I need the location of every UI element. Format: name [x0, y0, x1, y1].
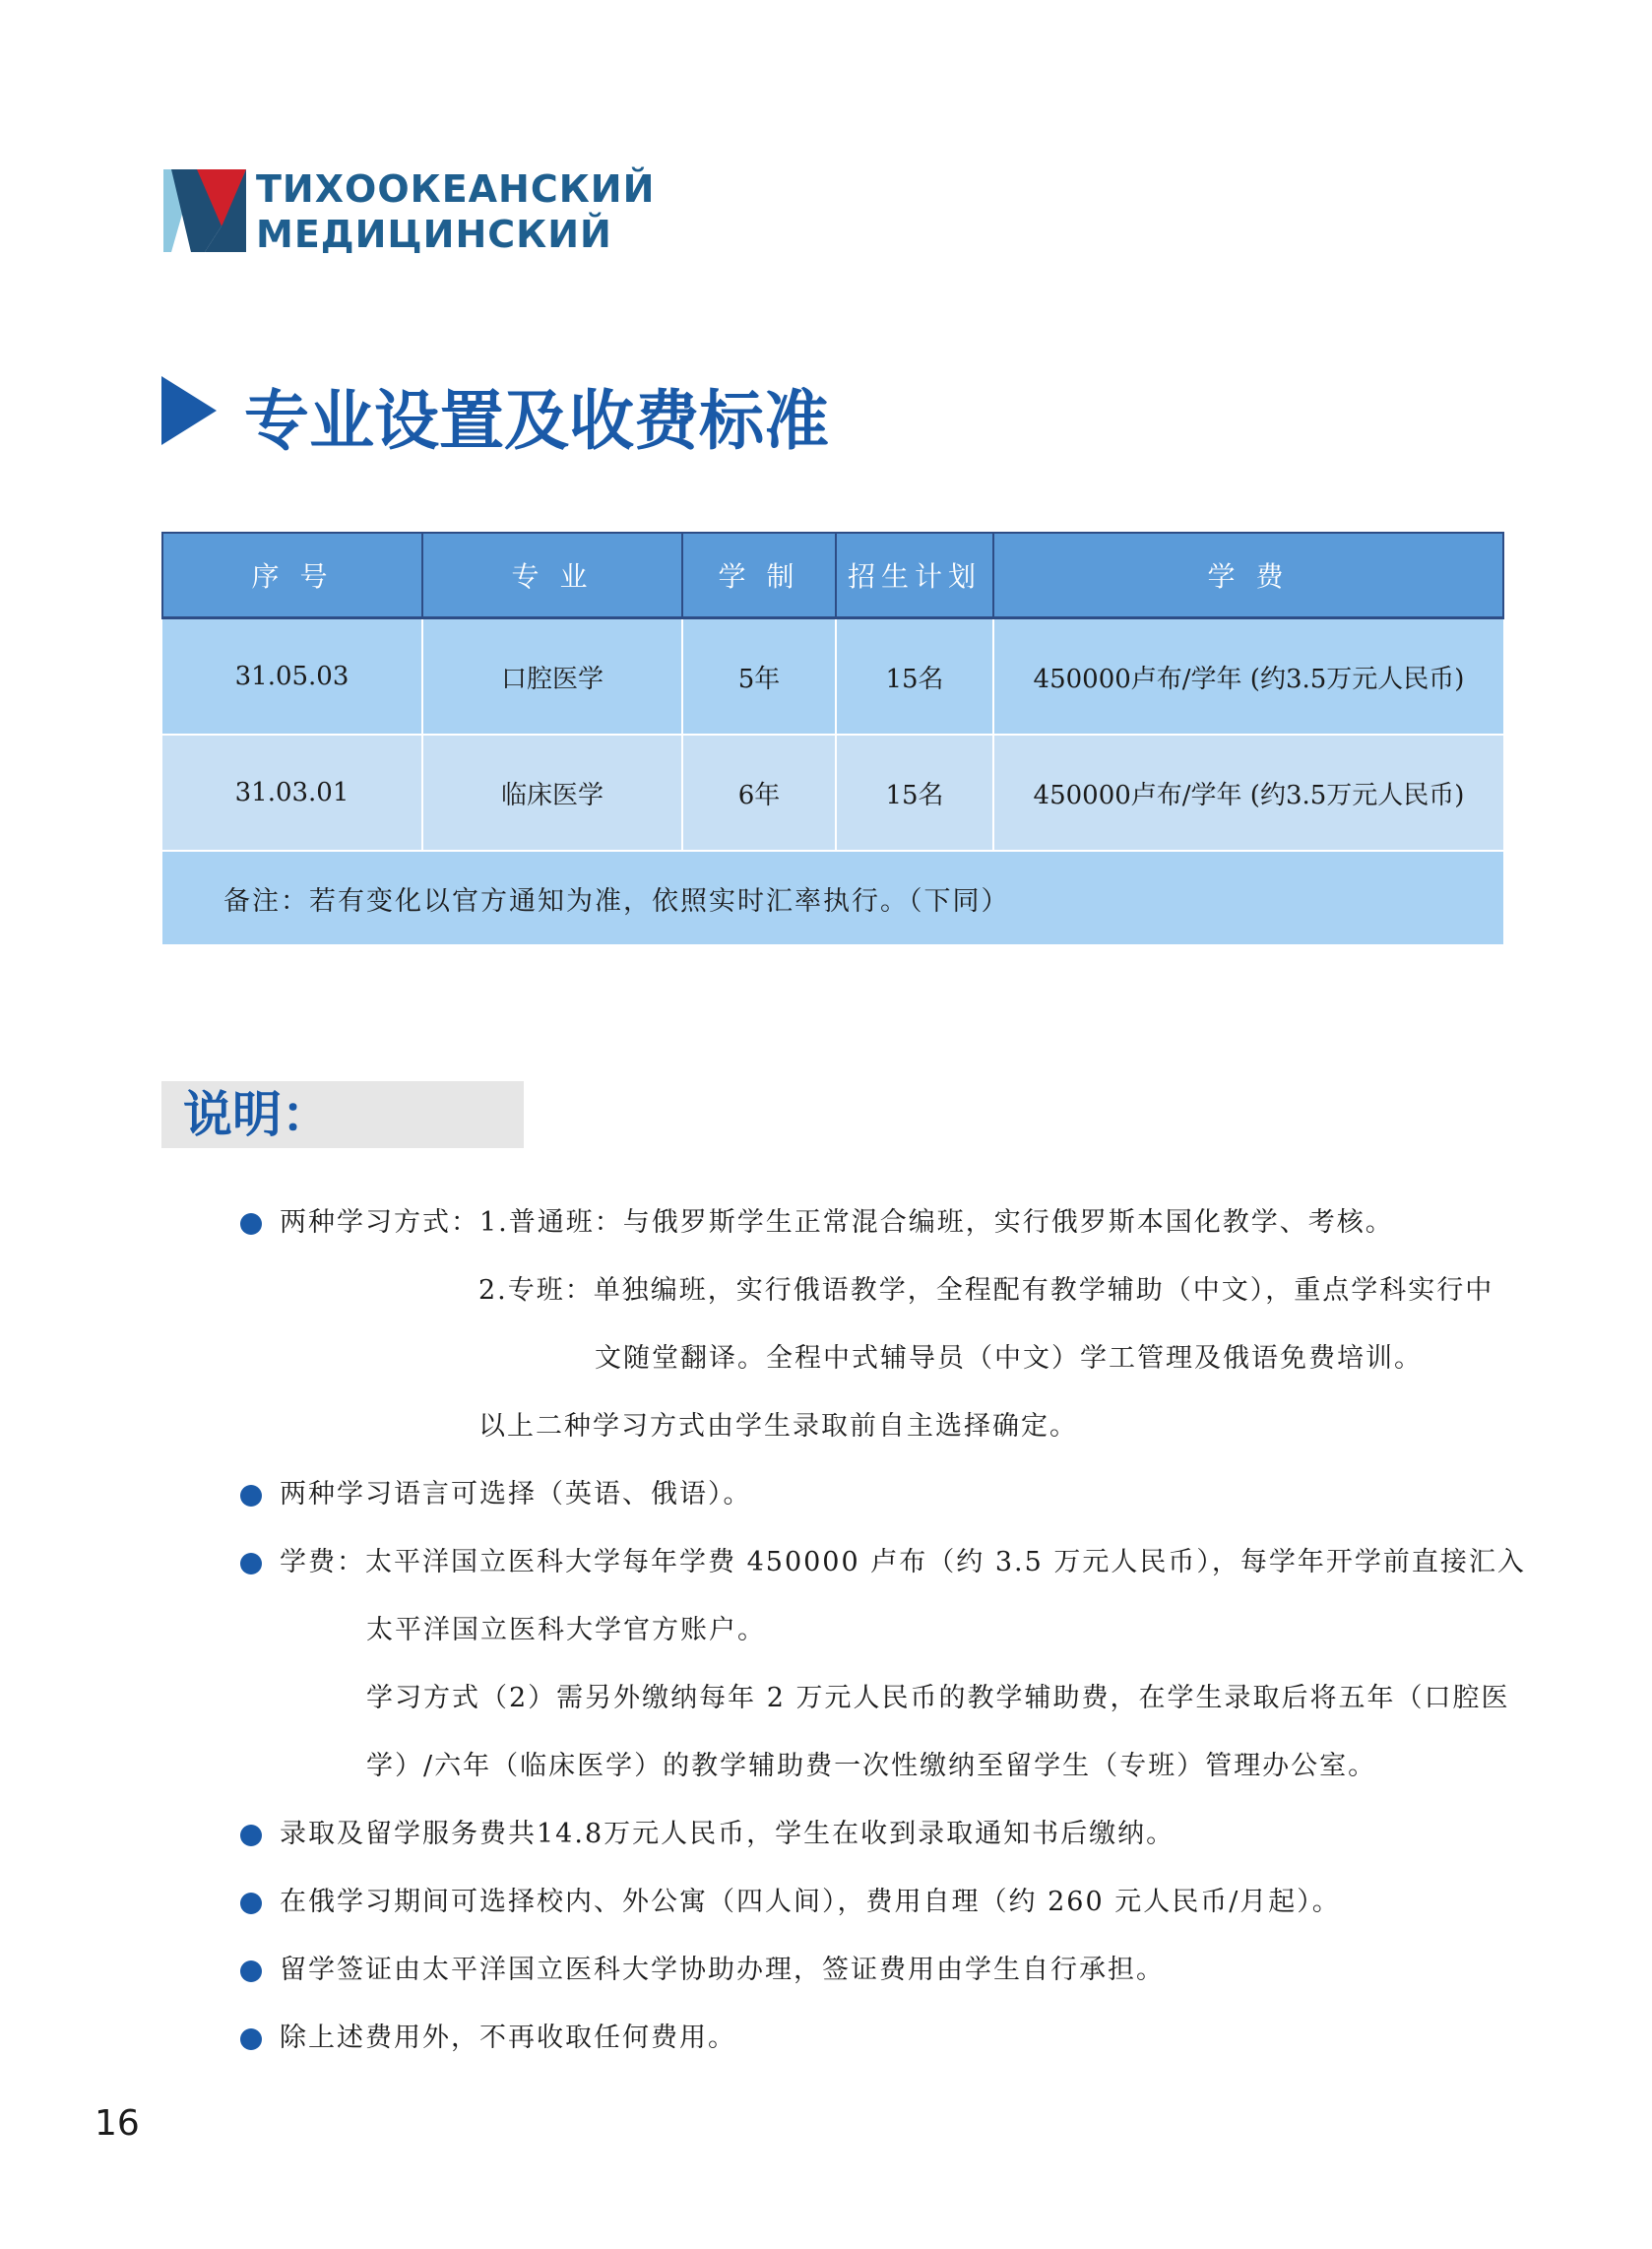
bullet-dot-icon — [240, 1485, 262, 1507]
table-header-row — [162, 533, 1503, 618]
bullet-text: 以上二种学习方式由学生录取前自主选择确定。 — [478, 1411, 1078, 1442]
bullet-text: 两种学习方式：1.普通班：与俄罗斯学生正常混合编班，实行俄罗斯本国化教学、考核。 — [280, 1207, 1394, 1238]
header-tuition: 学 费 — [993, 533, 1503, 618]
cell-tuition: 450000卢布/学年 (约3.5万元人民币) — [993, 735, 1503, 851]
fee-table — [161, 532, 1504, 946]
notes-heading-box — [161, 1081, 524, 1148]
bullet-dot-icon — [240, 1213, 262, 1235]
cell-tuition: 450000卢布/学年 (约3.5万元人民币) — [993, 618, 1503, 736]
cell-major: 口腔医学 — [422, 618, 682, 736]
bullet-dot-icon — [240, 1960, 262, 1982]
header-code: 序 号 — [162, 533, 422, 618]
cell-quota: 15名 — [836, 618, 993, 736]
university-logo — [161, 165, 656, 264]
cell-quota: 15名 — [836, 735, 993, 851]
page-number: 16 — [95, 2103, 140, 2144]
bullet-text: 太平洋国立医科大学官方账户。 — [366, 1615, 766, 1645]
table-note: 备注：若有变化以官方通知为准，依照实时汇率执行。（下同） — [162, 851, 1503, 945]
bullet-text: 2.专班：单独编班，实行俄语教学，全程配有教学辅助（中文），重点学科实行中 — [478, 1275, 1494, 1306]
bullet-text: 录取及留学服务费共14.8万元人民币，学生在收到录取通知书后缴纳。 — [280, 1819, 1175, 1849]
logo-mark-icon — [161, 165, 250, 256]
cell-code: 31.05.03 — [162, 618, 422, 736]
bullet-dot-icon — [240, 1893, 262, 1914]
cell-duration: 6年 — [682, 735, 836, 851]
notes-heading: 说明： — [183, 1086, 331, 1143]
header-duration: 学 制 — [682, 533, 836, 618]
table-note-row — [162, 851, 1503, 945]
section-heading — [161, 364, 1048, 459]
bullet-text: 除上述费用外，不再收取任何费用。 — [280, 2023, 736, 2053]
cell-major: 临床医学 — [422, 735, 682, 851]
bullet-text: 在俄学习期间可选择校内、外公寓（四人间），费用自理（约 260 元人民币/月起）。 — [280, 1887, 1341, 1917]
table-row — [162, 618, 1503, 736]
section-title: 专业设置及收费标准 — [244, 383, 829, 459]
bullet-dot-icon — [240, 1553, 262, 1574]
bullet-dot-icon — [240, 1825, 262, 1846]
triangle-arrow-icon — [161, 376, 217, 445]
header-quota: 招生计划 — [836, 533, 993, 618]
logo-text-line1: ТИХООКЕАНСКИЙ — [256, 167, 656, 211]
table-row — [162, 735, 1503, 851]
logo-text-line2: МЕДИЦИНСКИЙ — [256, 213, 612, 256]
header-major: 专 业 — [422, 533, 682, 618]
bullet-text: 学）/六年（临床医学）的教学辅助费一次性缴纳至留学生（专班）管理办公室。 — [366, 1751, 1377, 1781]
cell-code: 31.03.01 — [162, 735, 422, 851]
bullet-dot-icon — [240, 2028, 262, 2050]
bullet-text: 留学签证由太平洋国立医科大学协助办理，签证费用由学生自行承担。 — [280, 1955, 1165, 1985]
bullet-text: 学费：太平洋国立医科大学每年学费 450000 卢布（约 3.5 万元人民币），每学年开学前直接汇入 — [280, 1547, 1526, 1577]
bullet-text: 两种学习语言可选择（英语、俄语）。 — [280, 1479, 752, 1510]
bullet-text: 学习方式（2）需另外缴纳每年 2 万元人民币的教学辅助费，在学生录取后将五年（口腔医 — [366, 1683, 1510, 1713]
cell-duration: 5年 — [682, 618, 836, 736]
bullet-text: 文随堂翻译。全程中式辅导员（中文）学工管理及俄语免费培训。 — [595, 1343, 1423, 1374]
